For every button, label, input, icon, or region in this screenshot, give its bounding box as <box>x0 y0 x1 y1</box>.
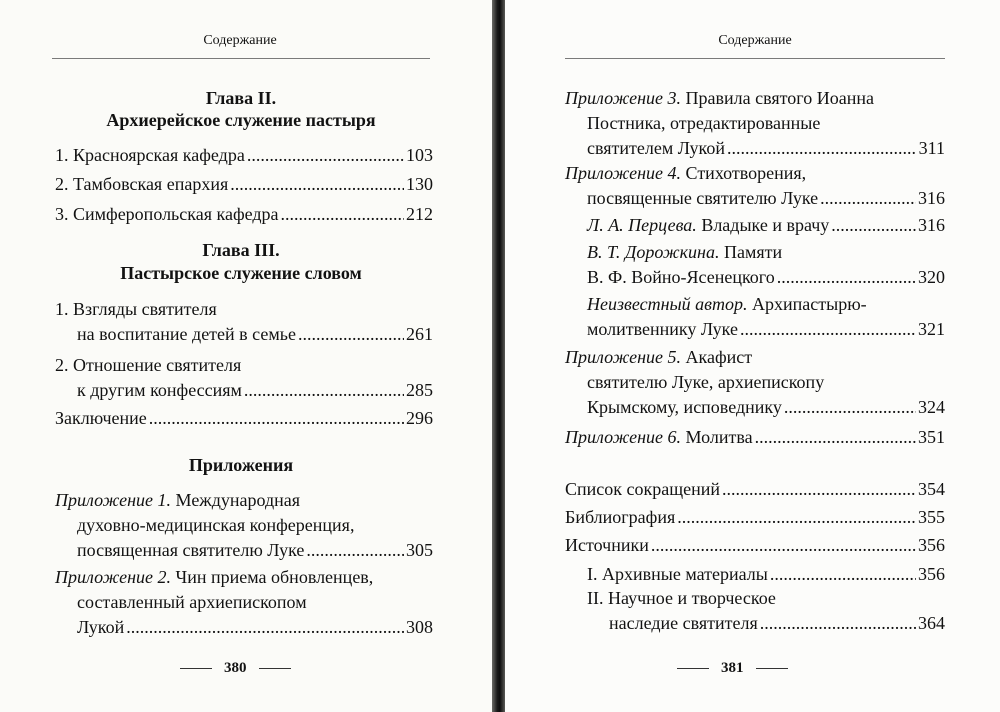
toc-entry-text: II. Научное и творческое <box>587 588 776 608</box>
leader-dots <box>306 538 404 563</box>
toc-entry-text: на воспитание детей в семье <box>77 324 296 344</box>
folio-dash <box>259 668 291 669</box>
page-folio <box>180 660 291 677</box>
page-number: 364 <box>918 613 945 633</box>
chapter-title: Глава III. <box>202 240 280 260</box>
toc-entry-text: духовно-медицинская конференция, <box>77 515 355 535</box>
page-number: 261 <box>406 324 433 344</box>
toc-entry-text: Заключение <box>55 408 147 428</box>
poem-author: Неизвестный автор. <box>587 294 748 314</box>
toc-entry-text: посвященные святителю Луке <box>587 188 819 208</box>
appendix-label: Приложение 3. <box>565 88 682 108</box>
toc-entry-text: наследие святителя <box>609 613 758 633</box>
leader-dots <box>727 136 917 161</box>
toc-entry-text: Чин приема обновленцев, <box>171 567 374 587</box>
page-number: 316 <box>918 215 945 235</box>
poem-author: В. Т. Дорожкина. <box>587 242 720 262</box>
toc-entry[interactable] <box>565 86 945 161</box>
page-number: 316 <box>918 188 945 208</box>
leader-dots <box>149 406 404 431</box>
toc-entry-text: Памяти <box>719 242 783 262</box>
header-rule <box>565 58 945 59</box>
toc-entry[interactable] <box>55 202 433 227</box>
toc-entry[interactable] <box>565 161 945 211</box>
toc-entry[interactable] <box>587 562 945 587</box>
header-rule <box>52 58 430 59</box>
toc-entry-text: Архипастырю- <box>747 294 867 314</box>
page-number: 212 <box>406 204 433 224</box>
leader-dots <box>651 533 916 558</box>
leader-dots <box>126 615 404 640</box>
leader-dots <box>831 213 916 238</box>
toc-entry-text: Постника, отредактированные <box>587 113 821 133</box>
running-head: Содержание <box>203 33 277 48</box>
poem-author: Л. А. Перцева. <box>587 215 697 235</box>
page-number: 355 <box>918 507 945 527</box>
toc-entry[interactable] <box>55 565 433 640</box>
page-folio <box>677 660 788 677</box>
page-number: 324 <box>918 397 945 417</box>
page-number: 320 <box>918 267 945 287</box>
toc-entry[interactable] <box>565 505 945 530</box>
folio-dash <box>677 668 709 669</box>
running-head: Содержание <box>718 33 792 48</box>
leader-dots <box>770 562 916 587</box>
book-gutter <box>492 0 505 712</box>
page-number: 305 <box>406 540 433 560</box>
page-number: 130 <box>406 174 433 194</box>
toc-entry-text: посвященная святителю Луке <box>77 540 305 560</box>
toc-entry-text: Крымскому, исповеднику <box>587 397 782 417</box>
toc-entry[interactable] <box>55 353 433 403</box>
page-folio-number: 381 <box>721 660 744 676</box>
leader-dots <box>760 611 916 636</box>
leader-dots <box>677 505 916 530</box>
appendix-label: Приложение 6. <box>565 427 682 447</box>
toc-entry-text: I. Архивные материалы <box>587 564 768 584</box>
toc-entry-text: Библиография <box>565 507 676 527</box>
leader-dots <box>740 317 916 342</box>
toc-entry-text: Международная <box>171 490 301 510</box>
appendices-heading: Приложения <box>188 455 294 475</box>
toc-entry-text: молитвеннику Луке <box>587 319 738 339</box>
toc-entry[interactable] <box>565 425 945 450</box>
toc-entry-text: Источники <box>565 535 649 555</box>
toc-entry-text: Лукой <box>77 617 125 637</box>
toc-entry-text: святителю Луке, архиепископу <box>587 372 825 392</box>
folio-dash <box>180 668 212 669</box>
toc-entry-text: Акафист <box>681 347 753 367</box>
leader-dots <box>784 395 916 420</box>
toc-entry[interactable] <box>55 143 433 168</box>
toc-entry[interactable] <box>587 292 945 342</box>
toc-entry-text: Владыке и врачу <box>696 215 830 235</box>
appendix-label: Приложение 1. <box>55 490 172 510</box>
toc-entry-text: В. Ф. Войно-Ясенецкого <box>587 267 775 287</box>
page-folio-number: 380 <box>224 660 247 676</box>
toc-entry-text: 3. Симферопольская кафедра <box>55 204 279 224</box>
page-number: 351 <box>918 427 945 447</box>
toc-entry[interactable] <box>55 172 433 197</box>
chapter-subtitle: Архиерейское служение пастыря <box>106 110 376 130</box>
page-number: 311 <box>918 138 945 158</box>
leader-dots <box>722 477 916 502</box>
appendix-label: Приложение 2. <box>55 567 172 587</box>
toc-entry-text: Список сокращений <box>565 479 720 499</box>
toc-entry-text: составленный архиепископом <box>77 592 307 612</box>
leader-dots <box>281 202 404 227</box>
toc-entry[interactable] <box>565 533 945 558</box>
toc-entry[interactable] <box>565 477 945 502</box>
leader-dots <box>298 322 404 347</box>
chapter-subtitle: Пастырское служение словом <box>120 263 362 283</box>
page-number: 356 <box>918 535 945 555</box>
appendix-label: Приложение 4. <box>565 163 682 183</box>
leader-dots <box>244 378 404 403</box>
toc-entry-text: 2. Отношение святителя <box>55 355 242 375</box>
toc-entry-text: Стихотворения, <box>681 163 807 183</box>
toc-entry[interactable] <box>55 406 433 431</box>
page-number: 321 <box>918 319 945 339</box>
toc-entry[interactable] <box>587 586 945 636</box>
page-number: 354 <box>918 479 945 499</box>
page-number: 285 <box>406 380 433 400</box>
right-page <box>505 0 1000 712</box>
folio-dash <box>756 668 788 669</box>
toc-entry[interactable] <box>587 240 945 290</box>
appendix-label: Приложение 5. <box>565 347 682 367</box>
toc-entry[interactable] <box>565 345 945 420</box>
toc-entry-text: святителем Лукой <box>587 138 725 158</box>
leader-dots <box>247 143 404 168</box>
page-number: 103 <box>406 145 433 165</box>
leader-dots <box>755 425 916 450</box>
toc-entry[interactable] <box>55 297 433 347</box>
page-number: 296 <box>406 408 433 428</box>
left-page <box>0 0 492 712</box>
page-number: 308 <box>406 617 433 637</box>
leader-dots <box>777 265 916 290</box>
toc-entry-text: 1. Красноярская кафедра <box>55 145 245 165</box>
toc-entry-text: Молитва <box>681 427 753 447</box>
leader-dots <box>820 186 916 211</box>
toc-entry-text: 1. Взгляды святителя <box>55 299 217 319</box>
toc-entry-text: Правила святого Иоанна <box>681 88 874 108</box>
chapter-title: Глава II. <box>205 88 277 108</box>
toc-entry[interactable] <box>55 488 433 563</box>
toc-entry[interactable] <box>587 213 945 238</box>
leader-dots <box>230 172 404 197</box>
toc-entry-text: 2. Тамбовская епархия <box>55 174 229 194</box>
page-number: 356 <box>918 564 945 584</box>
toc-entry-text: к другим конфессиям <box>77 380 242 400</box>
